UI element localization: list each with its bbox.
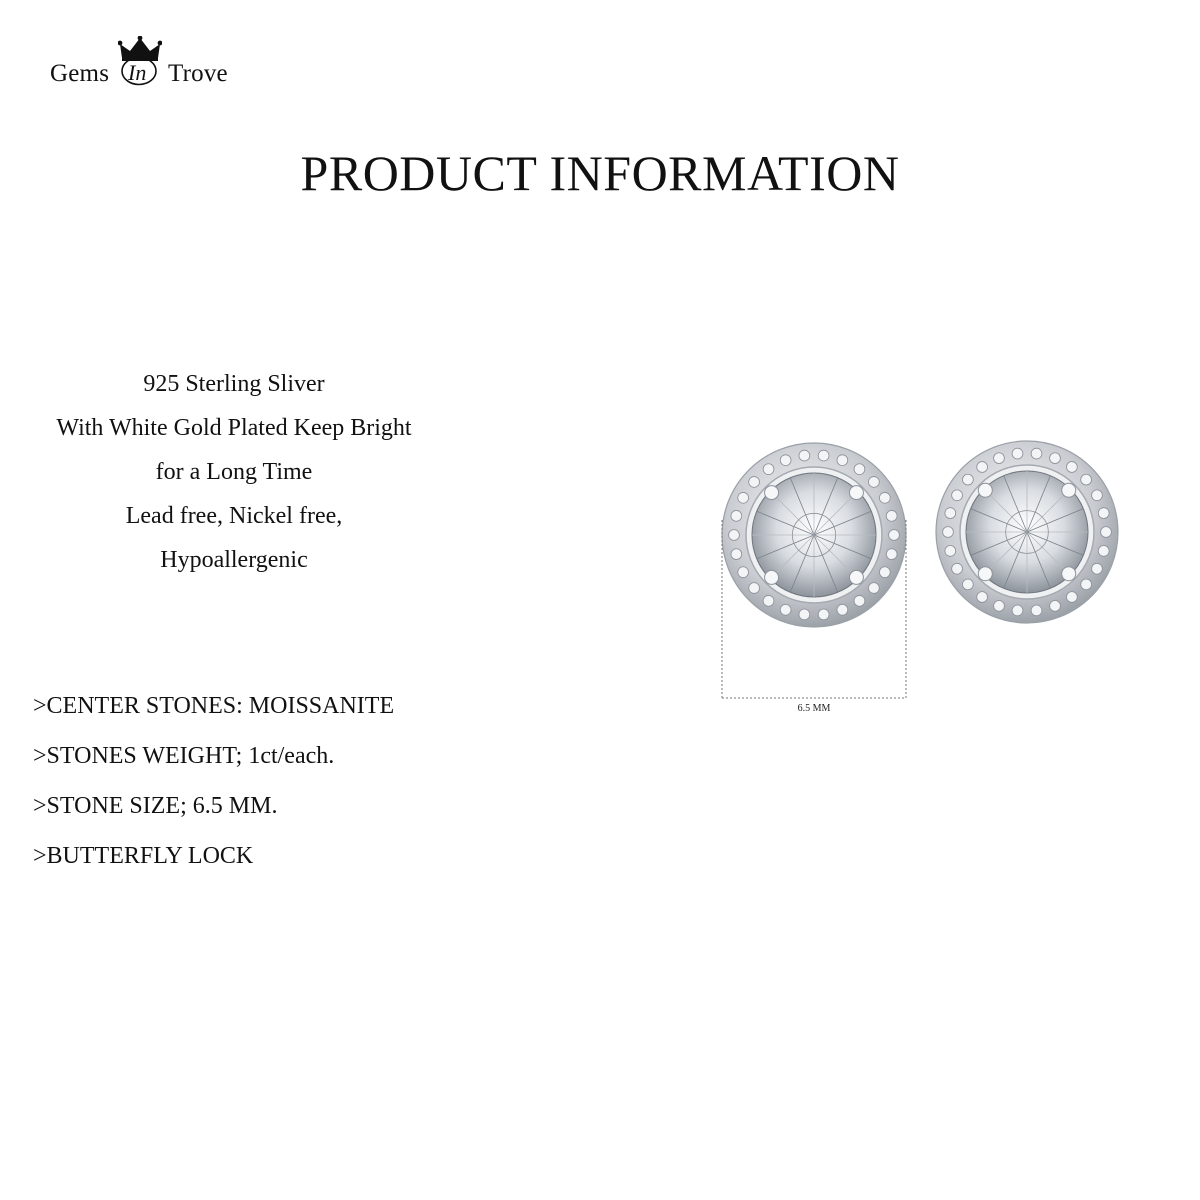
halo-stone [1050,600,1061,611]
halo-stone [1012,448,1023,459]
dimension-label: 6.5 MM [797,703,831,714]
halo-stone [994,600,1005,611]
prong [1062,567,1076,581]
page-title: PRODUCT INFORMATION [300,145,900,201]
halo-stone [1066,462,1077,473]
halo-stone [1031,605,1042,616]
brand-name-middle: In [128,60,147,85]
halo-stone [837,455,848,466]
description-line: Hypoallergenic [160,547,308,573]
prong [765,486,779,500]
halo-stone [837,604,848,615]
halo-stone [962,474,973,485]
halo-stone [977,462,988,473]
halo-stone [977,592,988,603]
prong [1062,483,1076,497]
halo-stone [749,477,760,488]
halo-stone [738,567,749,578]
product-description [14,362,454,582]
halo-stone [1101,527,1112,538]
halo-stone [818,609,829,620]
halo-stone [962,579,973,590]
halo-stone [1081,579,1092,590]
earrings-illustration [700,420,1140,730]
brand-name-right: Trove [168,60,228,87]
brand-name-left: Gems [50,60,110,87]
halo-stone [799,450,810,461]
brand-logo [48,36,248,96]
halo-stone [994,453,1005,464]
halo-stone [943,527,954,538]
halo-stone [1066,592,1077,603]
halo-stone [731,549,742,560]
spec-item: >CENTER STONES: MOISSANITE [33,693,395,719]
halo-stone [1050,453,1061,464]
halo-stone [952,490,963,501]
halo-stone [1012,605,1023,616]
halo-stone [1092,490,1103,501]
prong [849,486,863,500]
halo-stone [952,563,963,574]
halo-stone [945,546,956,557]
description-line: Lead free, Nickel free, [125,503,343,529]
halo-stone [731,510,742,521]
prong [765,570,779,584]
product-image [700,420,1140,730]
halo-stone [780,604,791,615]
halo-stone [763,595,774,606]
halo-stone [879,492,890,503]
halo-stone [879,567,890,578]
halo-stone [854,595,865,606]
product-specs [33,683,394,883]
prong [978,483,992,497]
halo-stone [889,530,900,541]
description-line: 925 Sterling Sliver [143,371,325,397]
earring-right [936,441,1118,623]
spec-item: >STONE SIZE; 6.5 MM. [33,793,278,819]
prong [849,570,863,584]
spec-item: >BUTTERFLY LOCK [33,843,254,869]
halo-stone [738,492,749,503]
halo-stone [1098,508,1109,519]
halo-stone [1092,563,1103,574]
halo-stone [763,464,774,475]
halo-stone [818,450,829,461]
halo-stone [886,549,897,560]
halo-stone [854,464,865,475]
description-line: With White Gold Plated Keep Bright [56,415,412,441]
halo-stone [729,530,740,541]
halo-stone [780,455,791,466]
halo-stone [945,508,956,519]
halo-stone [1081,474,1092,485]
halo-stone [886,510,897,521]
description-line: for a Long Time [155,459,313,485]
prong [978,567,992,581]
halo-stone [749,583,760,594]
halo-stone [1098,546,1109,557]
halo-stone [799,609,810,620]
halo-stone [868,583,879,594]
halo-stone [868,477,879,488]
earring-left [722,443,906,627]
spec-item: >STONES WEIGHT; 1ct/each. [33,743,335,769]
halo-stone [1031,448,1042,459]
